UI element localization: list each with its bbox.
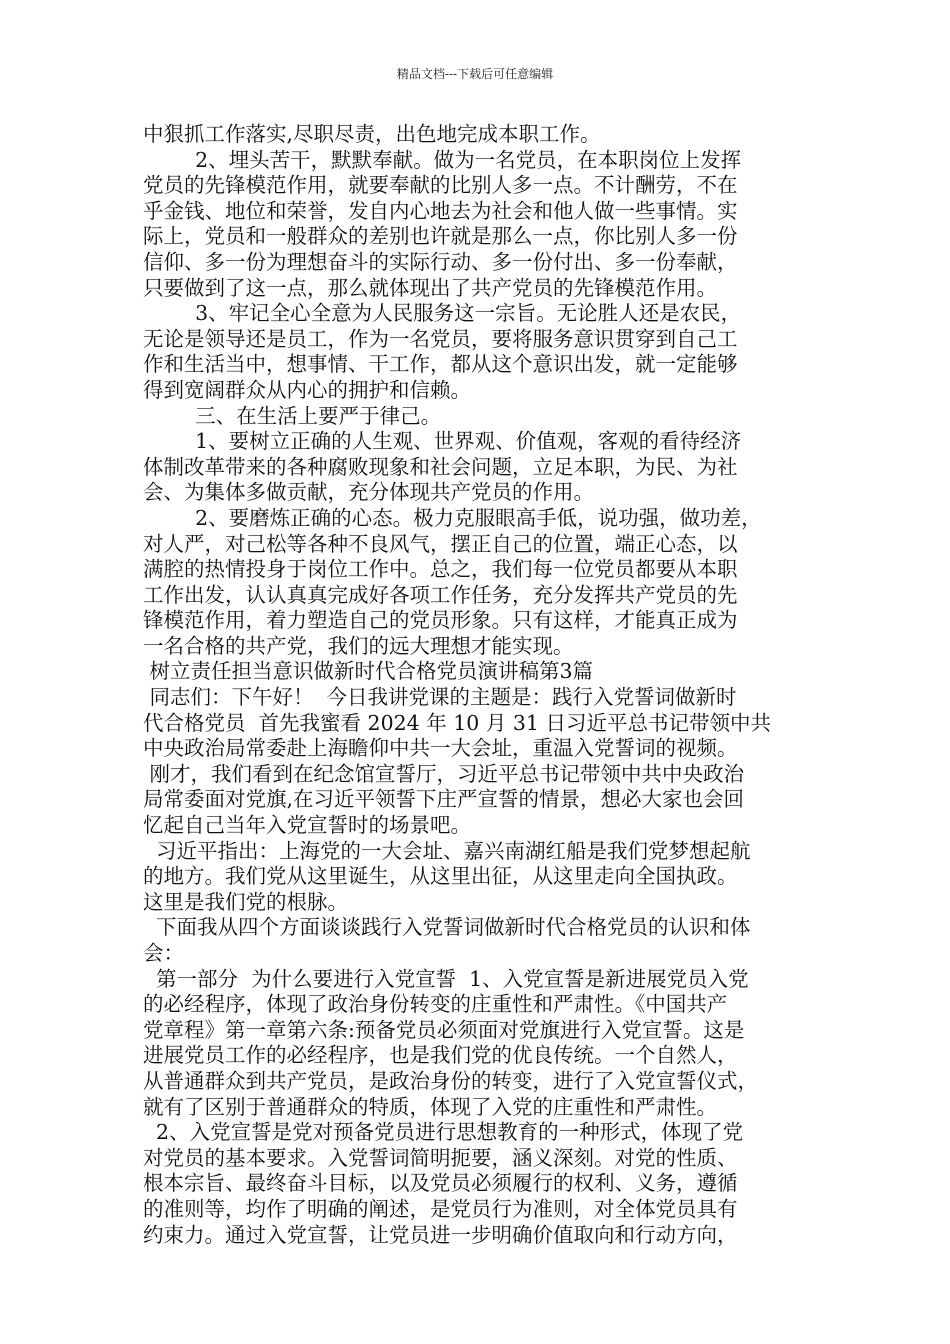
text-line: 三、在生活上要严于律己。	[143, 403, 442, 428]
text-line: 第一部分 为什么要进行入党宣誓 1、入党宣誓是新进展党员入党	[143, 966, 749, 991]
text-line: 下面我从四个方面谈谈践行入党誓词做新时代合格党员的认识和体	[143, 915, 751, 940]
text-line: 会：	[143, 941, 184, 965]
text-line: 这里是我们党的根脉。	[143, 889, 348, 914]
text-line: 只要做到了这一点，那么就体现出了共产党员的先锋模范作用。	[143, 275, 717, 300]
text-line: 中央政治局常委赴上海瞻仰中共一大会址，重温入党誓词的视频。	[143, 736, 738, 761]
text-line: 乎金钱、地位和荣誉，发自内心地去为社会和他人做一些事情。实	[143, 198, 738, 223]
text-line: 满腔的热情投身于岗位工作中。总之，我们每一位党员都要从本职	[143, 557, 738, 582]
text-line: 3、牢记全心全意为人民服务这一宗旨。无论胜人还是农民，	[143, 301, 742, 326]
text-line: 根本宗旨、最终奋斗目标，以及党员必须履行的权利、义务，遵循	[143, 1171, 738, 1196]
text-line: 局常委面对党旗,在习近平领誓下庄严宣誓的情景，想必大家也会回	[143, 787, 745, 812]
text-line: 从普通群众到共产党员，是政治身份的转变，进行了入党宣誓仪式，	[143, 1068, 758, 1093]
text-line: 的必经程序，体现了政治身份转变的庄重性和严肃性。《中国共产	[143, 992, 728, 1017]
text-line: 习近平指出：上海党的一大会址、嘉兴南湖红船是我们党梦想起航	[143, 838, 751, 863]
text-line: 的地方。我们党从这里诞生，从这里出征，从这里走向全国执政。	[143, 864, 738, 889]
text-line: 对人严，对己松等各种不良风气，摆正自己的位置，端正心态，以	[143, 531, 738, 556]
text-line: 刚才，我们看到在纪念馆宣誓厅，习近平总书记带领中共中央政治	[143, 761, 745, 786]
text-line: 无论是领导还是员工，作为一名党员，要将服务意识贯穿到自己工	[143, 326, 738, 351]
text-line: 同志们：下午好！ 今日我讲党课的主题是：践行入党誓词做新时	[143, 685, 737, 710]
text-line: 得到宽阔群众从内心的拥护和信赖。	[143, 377, 471, 402]
text-line: 信仰、多一份为理想奋斗的实际行动、多一份付出、多一份奉献，	[143, 249, 738, 274]
text-line: 作和生活当中，想事情、干工作，都从这个意识出发，就一定能够	[143, 352, 738, 377]
text-line: 2、要磨炼正确的心态。极力克服眼高手低，说功强，做功差，	[143, 505, 762, 530]
text-line: 树立责任担当意识做新时代合格党员演讲稿第3篇	[143, 659, 594, 684]
text-line: 体制改革带来的各种腐败现象和社会问题，立足本职，为民、为社	[143, 454, 738, 479]
text-line: 锋模范作用，着力塑造自己的党员形象。只有这样，才能真正成为	[143, 608, 738, 633]
text-line: 2、入党宣誓是党对预备党员进行思想教育的一种形式，体现了党	[143, 1120, 744, 1145]
text-line: 会、为集体多做贡献，充分体现共产党员的作用。	[143, 480, 594, 505]
text-line: 一名合格的共产党，我们的远大理想才能实现。	[143, 633, 574, 658]
text-line: 际上，党员和一般群众的差别也许就是那么一点，你比别人多一份	[143, 224, 738, 249]
text-line: 中狠抓工作落实,尽职尽责，出色地完成本职工作。	[143, 122, 601, 146]
text-line: 2、埋头苦干，默默奉献。做为一名党员，在本职岗位上发挥	[143, 147, 742, 172]
page-header: 精品文档---下载后可任意编辑	[396, 67, 554, 81]
text-line: 的准则等，均作了明确的阐述，是党员行为准则，对全体党员具有	[143, 1196, 738, 1221]
text-line: 进展党员工作的必经程序，也是我们党的优良传统。一个自然人，	[143, 1043, 738, 1068]
text-line: 工作出发，认认真真完成好各项工作任务，充分发挥共产党员的先	[143, 582, 738, 607]
text-line: 党员的先锋模范作用，就要奉献的比别人多一点。不计酬劳，不在	[143, 173, 738, 198]
text-line: 约束力。通过入党宣誓，让党员进一步明确价值取向和行动方向，	[143, 1222, 738, 1247]
text-line: 对党员的基本要求。入党誓词简明扼要，涵义深刻。对党的性质、	[143, 1145, 738, 1170]
text-line: 1、要树立正确的人生观、世界观、价值观，客观的看待经济	[143, 429, 742, 454]
text-line: 就有了区别于普通群众的特质，体现了入党的庄重性和严肃性。	[143, 1094, 717, 1119]
text-line: 代合格党员 首先我蜜看 2024 年 10 月 31 日习近平总书记带领中共	[143, 710, 771, 735]
text-line: 忆起自己当年入党宣誓时的场景吧。	[143, 813, 471, 838]
document-body	[143, 122, 813, 1248]
text-line: 党章程》第一章第六条:预备党员必须面对党旗进行入党宣誓。这是	[143, 1017, 745, 1042]
